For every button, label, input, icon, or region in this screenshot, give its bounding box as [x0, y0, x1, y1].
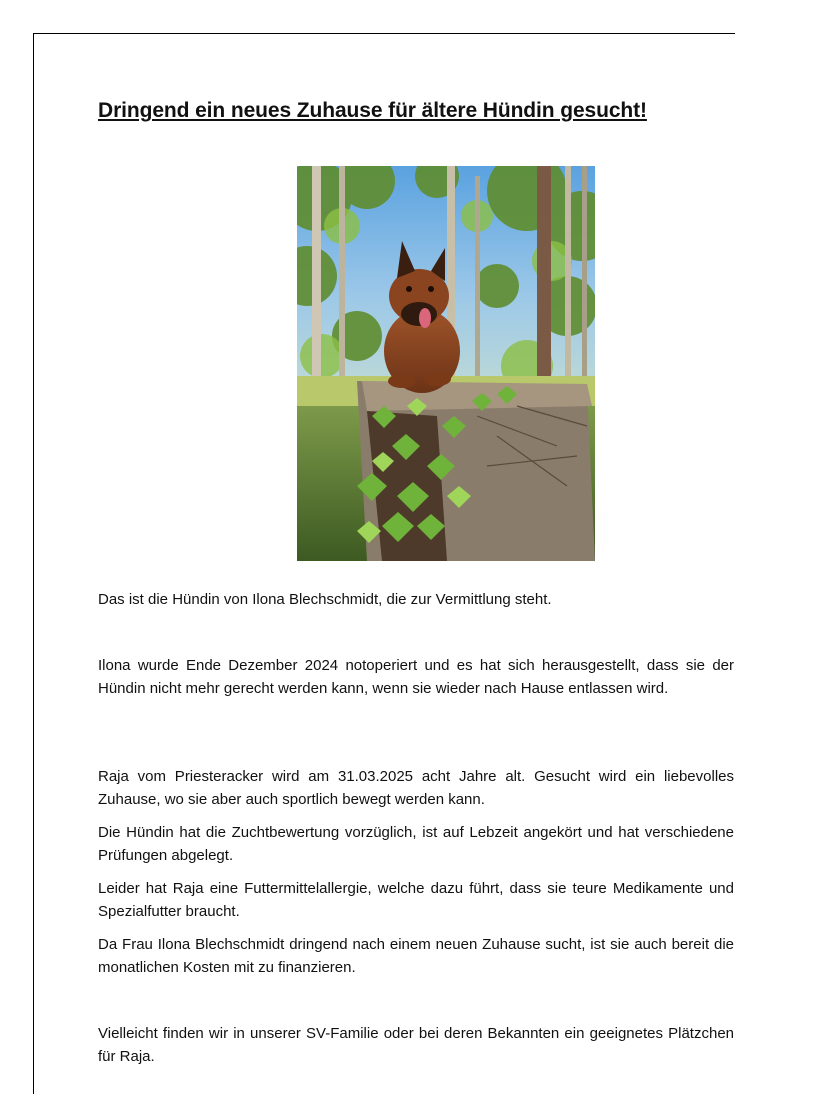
paragraph-closing: Vielleicht finden wir in unserer SV-Familie oder bei deren Bekannten ein geeignetes Plätzchen für Raja. — [98, 1025, 734, 1065]
document-page — [33, 33, 735, 1094]
paragraph-surgery: Ilona wurde Ende Dezember 2024 notoperiert und es hat sich herausgestellt, dass sie der Hündin nicht mehr gerecht werden kann, wenn sie wieder nach Hause entlassen wird. — [98, 657, 734, 697]
paragraph-allergy: Leider hat Raja eine Futtermittelallergie, welche dazu führt, dass sie teure Medikamente und Spezialfutter braucht. — [98, 880, 734, 920]
dog-photo — [297, 166, 595, 561]
dog-photo-illustration — [297, 166, 595, 561]
paragraph-age: Raja vom Priesteracker wird am 31.03.2025 acht Jahre alt. Gesucht wird ein liebevolles Zuhause, wo sie aber auch sportlich bewegt werden kann. — [98, 768, 734, 808]
paragraph-intro: Das ist die Hündin von Ilona Blechschmidt, die zur Vermittlung steht. — [98, 591, 552, 608]
paragraph-breeding: Die Hündin hat die Zuchtbewertung vorzüglich, ist auf Lebzeit angekört und hat verschiedene Prüfungen abgelegt. — [98, 824, 734, 864]
document-title: Dringend ein neues Zuhause für ältere Hündin gesucht! — [98, 99, 647, 122]
paragraph-costs: Da Frau Ilona Blechschmidt dringend nach einem neuen Zuhause sucht, ist sie auch bereit die monatlichen Kosten mit zu finanzieren. — [98, 936, 734, 976]
